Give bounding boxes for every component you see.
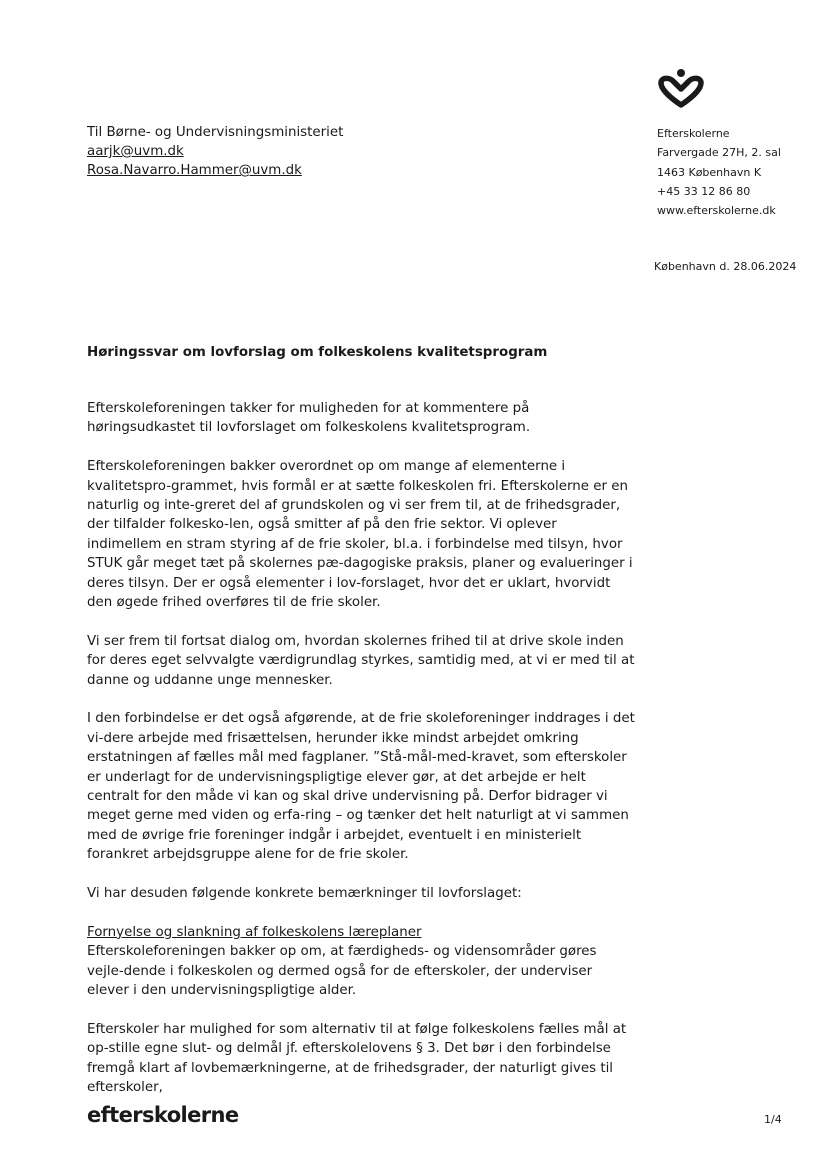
body-paragraph: Efterskoleforeningen bakker overordnet op om mange af elementerne i kvalitetspro-grammet, hvis formål er at sætte folkeskolen fri. Efterskolerne er en naturlig og inte-greret del af grundskolen og vi ser frem til, at de frihedsgrader, der tilfalder folkesko-len, også smitter af på den frie sektor. Vi oplever indimellem en stram styring af de frie skoler, bl.a. i forbindelse med tilsyn, hvor STUK går meget tæt på skolernes pæ-dagogiske praksis, planer og evalueringer i deres tilsyn. Der er også elementer i lov-forslaget, hvor det er uklart, hvorvidt den øgede frihed overføres til de frie skoler. bbox=[87, 459, 633, 611]
section-paragraph: Efterskoler har mulighed for som alternativ til at følge folkeskolens fælles mål at op-stille egne slut- og delmål jf. efterskolelovens § 3. Det bør i den forbindelse fremgå klart af lovbemærkningerne, at de frihedsgrader, der naturligt gives til efterskoler, bbox=[87, 1021, 627, 1096]
body-paragraph: Vi har desuden følgende konkrete bemærkninger til lovforslaget: bbox=[87, 886, 522, 902]
body-paragraph: I den forbindelse er det også afgørende, at de frie skoleforeninger inddrages i det vi-dere arbejde med frisættelsen, herunder ikke mindst arbejdet omkring erstatningen af fælles mål med fagplaner. ”Stå-mål-med-kravet, som efterskoler er underlagt for de undervisningspligtige elever gør, at det arbejde er helt centralt for den måde vi kan og skal drive undervisning på. Derfor bidrager vi meget gerne med viden og erfa-ring – og tænker det helt naturligt at vi sammen med de øvrige frie foreninger indgår i arbejdet, eventuelt i en ministerielt forankret arbejdsgruppe alene for de frie skoler. bbox=[87, 711, 635, 863]
sender-city: 1463 København K bbox=[657, 165, 762, 179]
sender-phone: +45 33 12 86 80 bbox=[657, 184, 751, 198]
sender-street: Farvergade 27H, 2. sal bbox=[657, 146, 781, 160]
recipient-name: Til Børne- og Undervisningsministeriet bbox=[87, 125, 344, 140]
body-paragraph: Vi ser frem til fortsat dialog om, hvordan skolernes frihed til at drive skole inden for deres eget selvvalgte værdigrundlag styrkes, samtidig med, at vi er med til at danne og uddanne unge mennesker. bbox=[87, 633, 635, 688]
section-paragraph: Efterskoleforeningen bakker op om, at færdigheds- og vidensområder gøres vejle-dende i folkeskolen og dermed også for de efterskoler, der underviser elever i den undervisningspligtige alder. bbox=[87, 944, 597, 999]
section-heading: Fornyelse og slankning af folkeskolens læreplaner bbox=[87, 924, 422, 940]
sender-website[interactable]: www.efterskolerne.dk bbox=[657, 204, 776, 218]
letter-body bbox=[87, 399, 635, 1117]
recipient-block bbox=[87, 123, 343, 180]
efterskolerne-heart-logo-icon bbox=[656, 68, 706, 108]
sender-name: Efterskolerne bbox=[657, 127, 730, 140]
letter-date: København d. 28.06.2024 bbox=[654, 260, 797, 273]
footer-brand-logo: efterskolerne bbox=[87, 1103, 239, 1127]
page-number: 1/4 bbox=[764, 1113, 782, 1126]
sender-address-block bbox=[657, 124, 781, 220]
document-title: Høringssvar om lovforslag om folkeskolens kvalitetsprogram bbox=[87, 345, 548, 360]
recipient-email-1[interactable]: aarjk@uvm.dk bbox=[87, 144, 184, 159]
recipient-email-2[interactable]: Rosa.Navarro.Hammer@uvm.dk bbox=[87, 163, 302, 178]
body-paragraph: Efterskoleforeningen takker for muligheden for at kommentere på høringsudkastet til lovforslaget om folkeskolens kvalitetsprogram. bbox=[87, 401, 531, 436]
